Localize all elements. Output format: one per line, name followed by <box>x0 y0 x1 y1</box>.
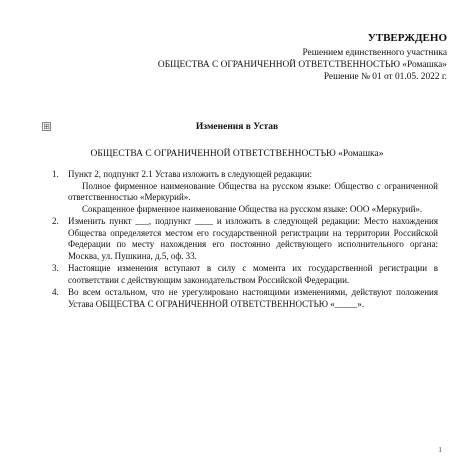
list-item <box>52 216 438 262</box>
page-number: 1 <box>438 445 442 454</box>
approval-block <box>158 32 447 83</box>
list-item <box>52 287 438 310</box>
list-item-text: Пункт 2, подпункт 2.1 Устава изложить в следующей редакции: <box>68 169 313 179</box>
list-item-text: Изменить пункт ___, подпункт ____ и изложить в следующей редакции: Место нахождения Общества определяется местом его государственной регистрации на территории Российской Федерации по месту нахождения его постоянно действующего исполнительного органа: Москва, ул. Пушкина, д.5, оф. 33. <box>68 216 438 261</box>
list-item-text: Во всем остальном, что не урегулировано настоящими изменениями, действуют положения Устава ОБЩЕСТВА С ОГРАНИЧЕННОЙ ОТВЕТСТВЕННОСТЬЮ «_____». <box>68 287 438 309</box>
document-title: Изменения в Устав <box>195 122 279 132</box>
list-item <box>52 263 438 286</box>
list-item-number: 2. <box>52 216 59 226</box>
list-item-subtext: Сокращенное фирменное наименование Общества на русском языке: ООО «Меркурий». <box>82 203 423 214</box>
list-item-number: 4. <box>52 287 59 297</box>
approval-line-decision: Решением единственного участника <box>302 48 447 58</box>
table-move-handle-icon[interactable]: ⊞ <box>43 122 50 131</box>
approval-line-company: ОБЩЕСТВА С ОГРАНИЧЕННОЙ ОТВЕТСТВЕННОСТЬЮ «Ромашка» <box>157 60 447 70</box>
list-item <box>52 169 438 215</box>
list-item-subtext: Полное фирменное наименование Общества на русском языке: Общество с ограниченной ответственностью «Меркурий». <box>68 180 438 202</box>
amendments-list <box>52 169 438 311</box>
approval-title: УТВЕРЖДЕНО <box>367 32 447 44</box>
document-subtitle: ОБЩЕСТВА С ОГРАНИЧЕННОЙ ОТВЕТСТВЕННОСТЬЮ «Ромашка» <box>90 149 384 159</box>
approval-line-number: Решение № 01 от 01.05. 2022 г. <box>323 72 447 82</box>
list-item-number: 3. <box>52 263 59 273</box>
list-item-text: Настоящие изменения вступают в силу с момента их государственной регистрации в соответствии с действующим законодательством Российской Федерации. <box>68 263 438 285</box>
list-item-number: 1. <box>52 169 59 179</box>
